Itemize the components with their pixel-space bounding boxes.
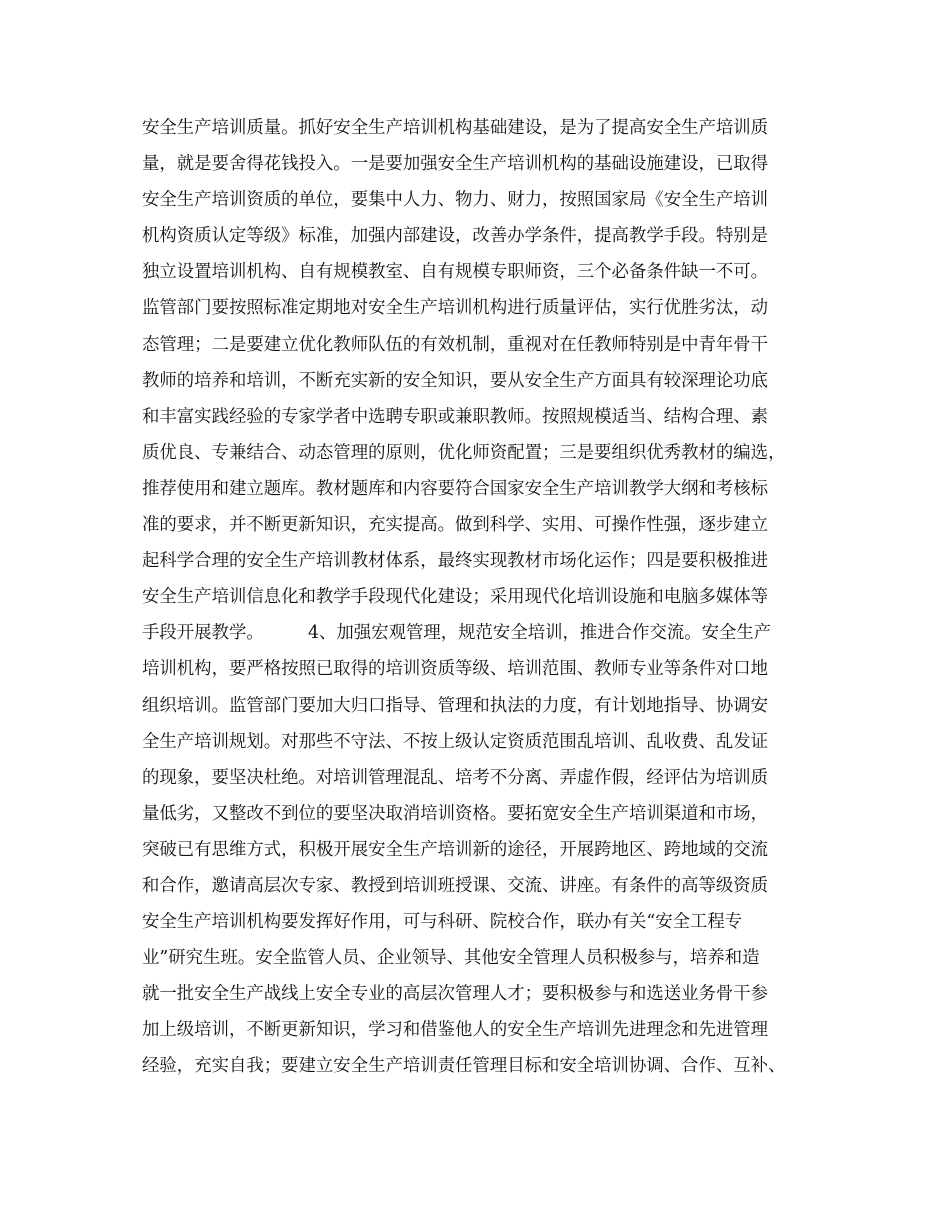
- text-line: 突破已有思维方式，积极开展安全生产培训新的途径，开展跨地区、跨地域的交流: [142, 839, 769, 860]
- text-line: 推荐使用和建立题库。教材题库和内容要符合国家安全生产培训教学大纲和考核标: [142, 478, 769, 499]
- text-line: 的现象，要坚决杜绝。对培训管理混乱、培考不分离、弄虚作假，经评估为培训质: [142, 767, 769, 788]
- text-line: 教师的培养和培训，不断充实新的安全知识，要从安全生产方面具有较深理论功底: [142, 370, 769, 391]
- text-line: 手段开展教学。 4、加强宏观管理，规范安全培训，推进合作交流。安全生产: [142, 623, 772, 644]
- text-line: 量，就是要舍得花钱投入。一是要加强安全生产培训机构的基础设施建设，已取得: [142, 154, 769, 175]
- text-line: 安全生产培训信息化和教学手段现代化建设；采用现代化培训设施和电脑多媒体等: [142, 587, 769, 608]
- text-line: 质优良、专兼结合、动态管理的原则，优化师资配置；三是要组织优秀教材的编选，: [142, 442, 786, 463]
- text-line: 和合作，邀请高层次专家、教授到培训班授课、交流、讲座。有条件的高等级资质: [142, 875, 769, 896]
- text-line: 安全生产培训资质的单位，要集中人力、物力、财力，按照国家局《安全生产培训: [142, 190, 769, 211]
- body-text: [142, 110, 832, 1085]
- text-line: 组织培训。监管部门要加大归口指导、管理和执法的力度，有计划地指导、协调安: [142, 695, 769, 716]
- text-line: 量低劣，又整改不到位的要坚决取消培训资格。要拓宽安全生产培训渠道和市场，: [142, 803, 769, 824]
- text-line: 准的要求，并不断更新知识，充实提高。做到科学、实用、可操作性强，逐步建立: [142, 515, 769, 536]
- text-line: 监管部门要按照标准定期地对安全生产培训机构进行质量评估，实行优胜劣汰，动: [142, 298, 769, 319]
- text-line: 安全生产培训质量。抓好安全生产培训机构基础建设，是为了提高安全生产培训质: [142, 118, 769, 138]
- text-line: 安全生产培训机构要发挥好作用，可与科研、院校合作，联办有关“安全工程专: [142, 912, 743, 933]
- text-line: 起科学合理的安全生产培训教材体系，最终实现教材市场化运作；四是要积极推进: [142, 551, 769, 572]
- text-line: 业”研究生班。安全监管人员、企业领导、其他安全管理人员积极参与，培养和造: [142, 948, 760, 969]
- text-line: 态管理；二是要建立优化教师队伍的有效机制，重视对在任教师特别是中青年骨干: [142, 334, 769, 355]
- text-line: 和丰富实践经验的专家学者中选聘专职或兼职教师。按照规模适当、结构合理、素: [142, 406, 769, 427]
- text-line: 机构资质认定等级》标准，加强内部建设，改善办学条件，提高教学手段。特别是: [142, 226, 769, 247]
- text-line: 独立设置培训机构、自有规模教室、自有规模专职师资，三个必备条件缺一不可。: [142, 262, 769, 283]
- text-line: 经验，充实自我；要建立安全生产培训责任管理目标和安全培训协调、合作、互补、: [142, 1056, 786, 1077]
- text-line: 就一批安全生产战线上安全专业的高层次管理人才；要积极参与和选送业务骨干参: [142, 984, 769, 1005]
- text-line: 培训机构，要严格按照已取得的培训资质等级、培训范围、教师专业等条件对口地: [142, 659, 769, 680]
- text-line: 全生产培训规划。对那些不守法、不按上级认定资质范围乱培训、乱收费、乱发证: [142, 731, 769, 752]
- text-line: 加上级培训，不断更新知识，学习和借鉴他人的安全生产培训先进理念和先进管理: [142, 1020, 769, 1041]
